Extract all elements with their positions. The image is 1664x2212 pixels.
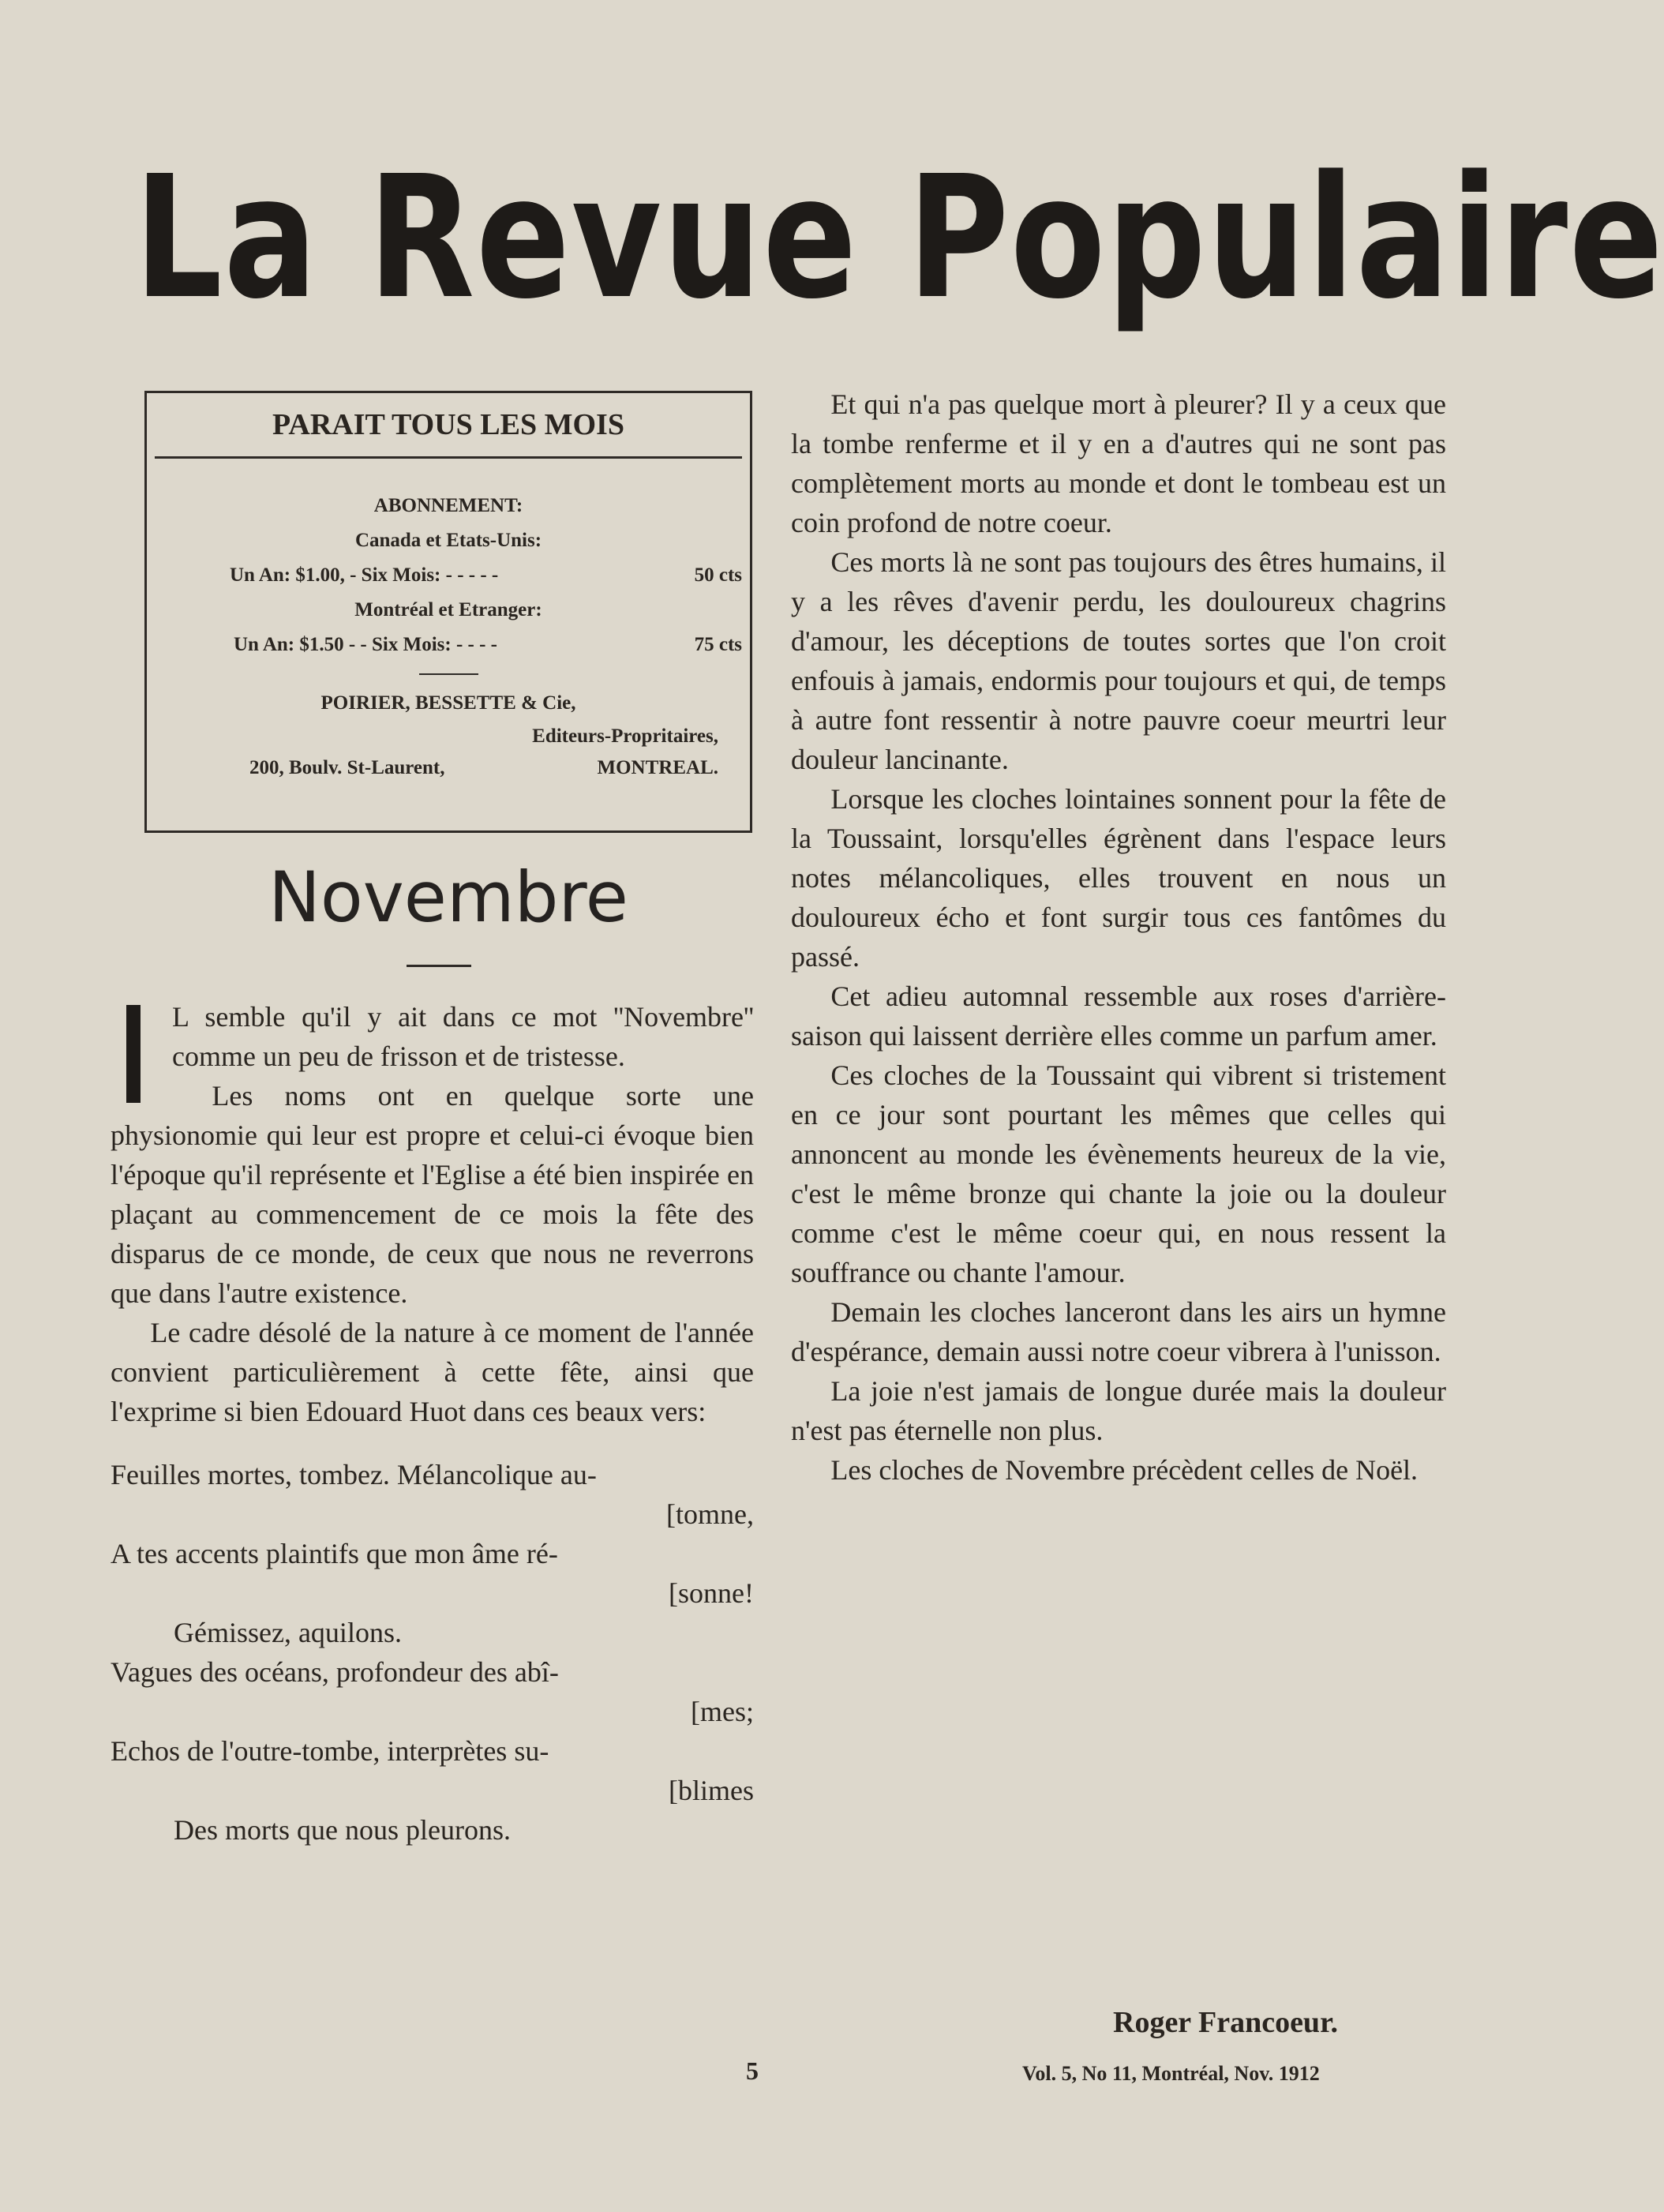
drop-cap xyxy=(126,1005,141,1103)
paragraph: L semble qu'il y ait dans ce mot ''Novembre'' comme un peu de frisson et de tristesse. xyxy=(172,1001,754,1072)
poem-line: [tomne, xyxy=(666,1498,754,1530)
box-short-rule xyxy=(419,673,478,675)
paragraph: Le cadre désolé de la nature à ce moment de l'année convient particulièrement à cette fête, ainsi que l'exprime si bien Edouard Huot dans ces beaux vers: xyxy=(111,1317,754,1427)
price-montreal-amount: 75 cts xyxy=(694,634,742,655)
paragraph: Les noms ont en quelque sorte une physionomie qui leur est propre et celui-ci évoque bien l'époque qu'il représente et l'Eglise a été bien inspirée en plaçant au commencement de ce mois la fête des disparus de ce monde, de ceux que nous ne reverrons que dans l'autre existence. xyxy=(111,1080,754,1309)
price-row-montreal xyxy=(147,628,750,662)
poem-line: Vagues des océans, profondeur des abî- xyxy=(111,1656,559,1688)
region-montreal: Montréal et Etranger: xyxy=(354,599,542,620)
address-city: MONTREAL. xyxy=(597,757,718,778)
title-rule xyxy=(407,965,471,967)
poem-line: [sonne! xyxy=(669,1577,754,1609)
publisher-role: Editeurs-Propritaires, xyxy=(532,725,718,747)
paragraph: Et qui n'a pas quelque mort à pleurer? Il y a ceux que la tombe renferme et il y en a d'autres qui ne sont pas complètement morts au monde et dont le tombeau est un coin profond de notre coeur. xyxy=(791,388,1446,538)
paragraph: Les cloches de Novembre précèdent celles de Noël. xyxy=(830,1454,1419,1486)
poem-line: Des morts que nous pleurons. xyxy=(174,1814,511,1846)
issue-info: Vol. 5, No 11, Montréal, Nov. 1912 xyxy=(1022,2062,1320,2085)
right-column xyxy=(791,384,1446,1490)
poem-line: Feuilles mortes, tombez. Mélancolique au- xyxy=(111,1459,597,1490)
region-canada: Canada et Etats-Unis: xyxy=(354,530,542,551)
page-number: 5 xyxy=(746,2056,759,2085)
address-street: 200, Boulv. St-Laurent, xyxy=(249,757,445,778)
price-row-canada xyxy=(147,558,750,593)
subscription-box xyxy=(144,391,752,833)
paragraph: Cet adieu automnal ressemble aux roses d'arrière-saison qui laissent derrière elles comme un parfum amer. xyxy=(791,980,1446,1052)
price-montreal-terms: Un An: $1.50 - - Six Mois: - - - - xyxy=(234,634,498,655)
masthead: La Revue Populaire xyxy=(134,140,1664,336)
price-canada-terms: Un An: $1.00, - Six Mois: - - - - - xyxy=(230,564,499,586)
author-signature: Roger Francoeur. xyxy=(1113,2006,1338,2039)
publisher-address xyxy=(147,752,750,784)
paragraph: Lorsque les cloches lointaines sonnent pour la fête de la Toussaint, lorsqu'elles égrènent dans l'espace leurs notes mélancoliques, elles trouvent en nous un douloureux écho et font surgir tous ces fantômes du passé. xyxy=(791,783,1446,973)
poem-line: [mes; xyxy=(691,1696,754,1727)
price-canada-amount: 50 cts xyxy=(694,564,742,586)
paragraph: Ces cloches de la Toussaint qui vibrent si tristement en ce jour sont pourtant les mêmes que celles qui annoncent au monde les évènements heureux de la vie, c'est le même bronze qui chante la joie ou la douleur comme c'est le même coeur qui, en nous ressent la souffrance ou chante l'amour. xyxy=(791,1059,1446,1288)
paragraph: Ces morts là ne sont pas toujours des êtres humains, il y a les rêves d'avenir perdu, les douloureux chagrins d'amour, les déceptions de toutes sortes que l'on croit enfouis à jamais, endormis pour toujours et qui, de temps à autre font ressentir à notre pauvre coeur meurtri leur douleur lancinante. xyxy=(791,546,1446,775)
poem-line: A tes accents plaintifs que mon âme ré- xyxy=(111,1538,558,1569)
paragraph: La joie n'est jamais de longue durée mais la douleur n'est pas éternelle non plus. xyxy=(791,1375,1446,1446)
paragraph: Demain les cloches lanceront dans les airs un hymne d'espérance, demain aussi notre coeur vibrera à l'unisson. xyxy=(791,1296,1446,1367)
poem-line: Gémissez, aquilons. xyxy=(174,1617,402,1648)
poem-line: Echos de l'outre-tombe, interprètes su- xyxy=(111,1735,549,1767)
poem xyxy=(111,1455,754,1850)
poem-line: [blimes xyxy=(669,1775,754,1806)
publisher-name: POIRIER, BESSETTE & Cie, xyxy=(320,692,576,714)
abonnement-label: ABONNEMENT: xyxy=(373,495,523,516)
article-title: Novembre xyxy=(268,857,628,938)
left-column xyxy=(111,997,754,1850)
box-header: PARAIT TOUS LES MOIS xyxy=(272,408,624,441)
